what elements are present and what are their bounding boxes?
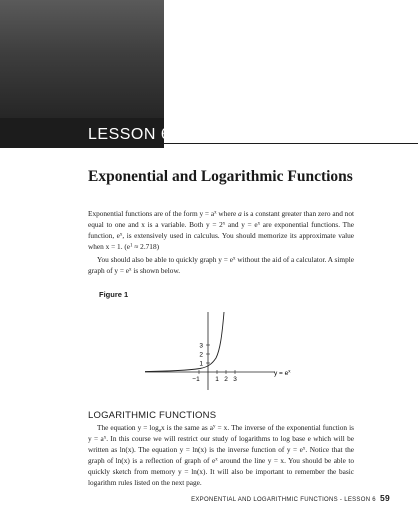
y-tick-label: 2 bbox=[199, 351, 203, 359]
x-tick-label: 1 bbox=[215, 376, 219, 383]
y-tick-label: 3 bbox=[199, 342, 203, 350]
y-tick-label: 1 bbox=[199, 360, 203, 368]
exponential-curve bbox=[145, 312, 224, 372]
curve-label: $y = e^x$ bbox=[274, 368, 291, 377]
x-tick-label: 2 bbox=[224, 376, 228, 383]
exponential-graph bbox=[140, 308, 310, 398]
figure-label: Figure 1 bbox=[99, 290, 129, 299]
intro-paragraph: Exponential functions are of the form $y = a^x$ where a is a constant greater than zero and not equal to one and x is a variable. Both $y = 2^x$ and $y = e^x$ are exponential functions. The function, $e^x$, is extensively used in calculus. You should memorize its approximate value when x = 1. $(e^1 \approx 2.718)$ bbox=[88, 209, 354, 251]
page-number: 59 bbox=[379, 493, 390, 503]
page-footer bbox=[191, 493, 390, 503]
footer-text: EXPONENTIAL AND LOGARITHMIC FUNCTIONS - LESSON 6 bbox=[191, 497, 376, 503]
graph-paragraph: You should also be able to quickly graph $y = e^x$ without the aid of a calculator. A simple graph of $y = e^x$ is shown below. bbox=[88, 255, 354, 275]
lesson-divider bbox=[164, 143, 418, 144]
header-banner bbox=[0, 0, 164, 118]
lesson-label: LESSON 6 bbox=[88, 126, 171, 143]
page-title: Exponential and Logarithmic Functions bbox=[88, 168, 353, 185]
x-tick-label: 3 bbox=[233, 376, 237, 383]
x-tick-label: −1 bbox=[192, 376, 200, 383]
section-heading: LOGARITHMIC FUNCTIONS bbox=[88, 410, 217, 421]
logarithm-paragraph: The equation $y = \log_ax$ is the same as $a^y = x$. The inverse of the exponential function is $y = a^x$. In this course we will restrict our study of logarithms to log base e which will be written as ln(x). The equation y = ln(x) is the inverse function of $y = e^x$. Notice that the graph of ln(x) is a reflection of graph of $e^x$ around the line y = x. You should be able to quickly sketch from memory y = ln(x). It will also be important to remember the basic logarithm rules listed on the next page. bbox=[88, 423, 355, 487]
